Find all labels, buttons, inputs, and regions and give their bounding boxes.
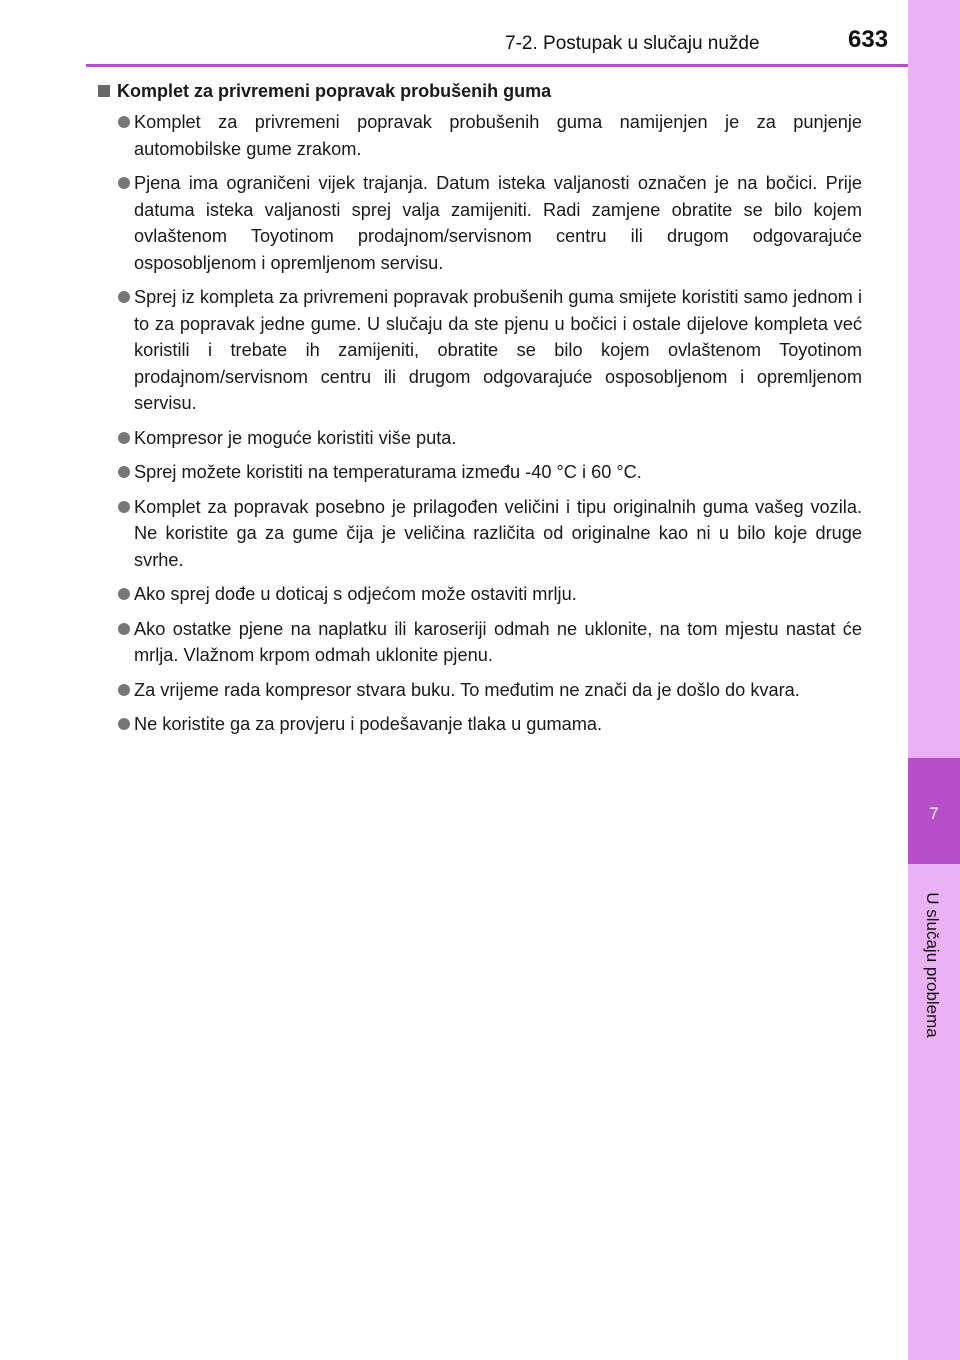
bullet-dot-icon [118, 588, 130, 600]
list-item-text: Ako ostatke pjene na naplatku ili karoseriji odmah ne uklonite, na tom mjestu nastat će mrlja. Vlažnom krpom odmah uklonite pjenu. [134, 618, 862, 665]
list-item [98, 425, 862, 452]
bullet-dot-icon [118, 466, 130, 478]
section-heading-text: Komplet za privremeni popravak probušenih guma [117, 81, 552, 101]
bullet-dot-icon [118, 501, 130, 513]
list-item-text: Kompresor je moguće koristiti više puta. [134, 427, 457, 448]
bullet-dot-icon [118, 116, 130, 128]
chapter-number-box [908, 758, 960, 864]
list-item-text: Sprej iz kompleta za privremeni popravak probušenih guma smijete koristiti samo jednom i to za popravak jedne gume. U slučaju da ste pjenu u bočici i ostale dijelove kompleta već koristili i trebate ih zamijeniti, obratite se bilo kojem ovlaštenom Toyotinom prodajnom/servisnom centru ili drugom odgovarajuće osposobljenom i opremljenom servisu. [134, 287, 862, 413]
list-item [98, 616, 862, 669]
list-item [98, 494, 862, 574]
list-item [98, 170, 862, 276]
list-item-text: Komplet za popravak posebno je prilagođen veličini i tipu originalnih guma vašeg vozila. Ne koristite ga za gume čija je veličina različita od originalne kao ni u bilo koje druge svrhe. [134, 496, 862, 570]
header-title: 7-2. Postupak u slučaju nužde [505, 33, 760, 54]
list-item-text: Ako sprej dođe u doticaj s odjećom može ostaviti mrlju. [134, 584, 577, 604]
list-item-text: Pjena ima ograničeni vijek trajanja. Datum isteka valjanosti označen je na bočici. Prije datuma isteka valjanosti sprej valja zamijeniti. Radi zamjene obratite se bilo kojem ovlaštenom Toyotinom prodajnom/servisnom centru ili drugom odgovarajuće osposobljenom i opremljenom servisu. [134, 173, 862, 273]
list-item-text: Ne koristite ga za provjeru i podešavanje tlaka u gumama. [134, 714, 603, 734]
bullet-dot-icon [118, 684, 130, 696]
list-item [98, 677, 862, 704]
chapter-label: U slučaju problema [923, 892, 942, 1038]
bullet-dot-icon [118, 432, 130, 444]
page-number: 633 [848, 26, 889, 53]
side-tab [908, 0, 960, 1360]
list-item [98, 284, 862, 417]
list-item [98, 459, 862, 486]
bullet-dot-icon [118, 291, 130, 303]
list-item-text: Za vrijeme rada kompresor stvara buku. To međutim ne znači da je došlo do kvara. [134, 679, 800, 700]
list-item [98, 581, 862, 608]
bullet-dot-icon [118, 177, 130, 189]
square-bullet-icon [98, 85, 110, 97]
bullet-dot-icon [118, 718, 130, 730]
list-item-text: Sprej možete koristiti na temperaturama između -40 °C i 60 °C. [134, 462, 642, 482]
bullet-dot-icon [118, 623, 130, 635]
tire-repair-kit-section [98, 79, 862, 746]
section-heading [98, 79, 862, 103]
chapter-number: 7 [929, 804, 939, 823]
list-item [98, 109, 862, 162]
list-item-text: Komplet za privremeni popravak probušenih guma namijenjen je za punjenje automobilske gume zrakom. [134, 112, 862, 159]
header-divider [86, 64, 908, 67]
bullet-list [98, 109, 862, 738]
list-item [98, 711, 862, 738]
